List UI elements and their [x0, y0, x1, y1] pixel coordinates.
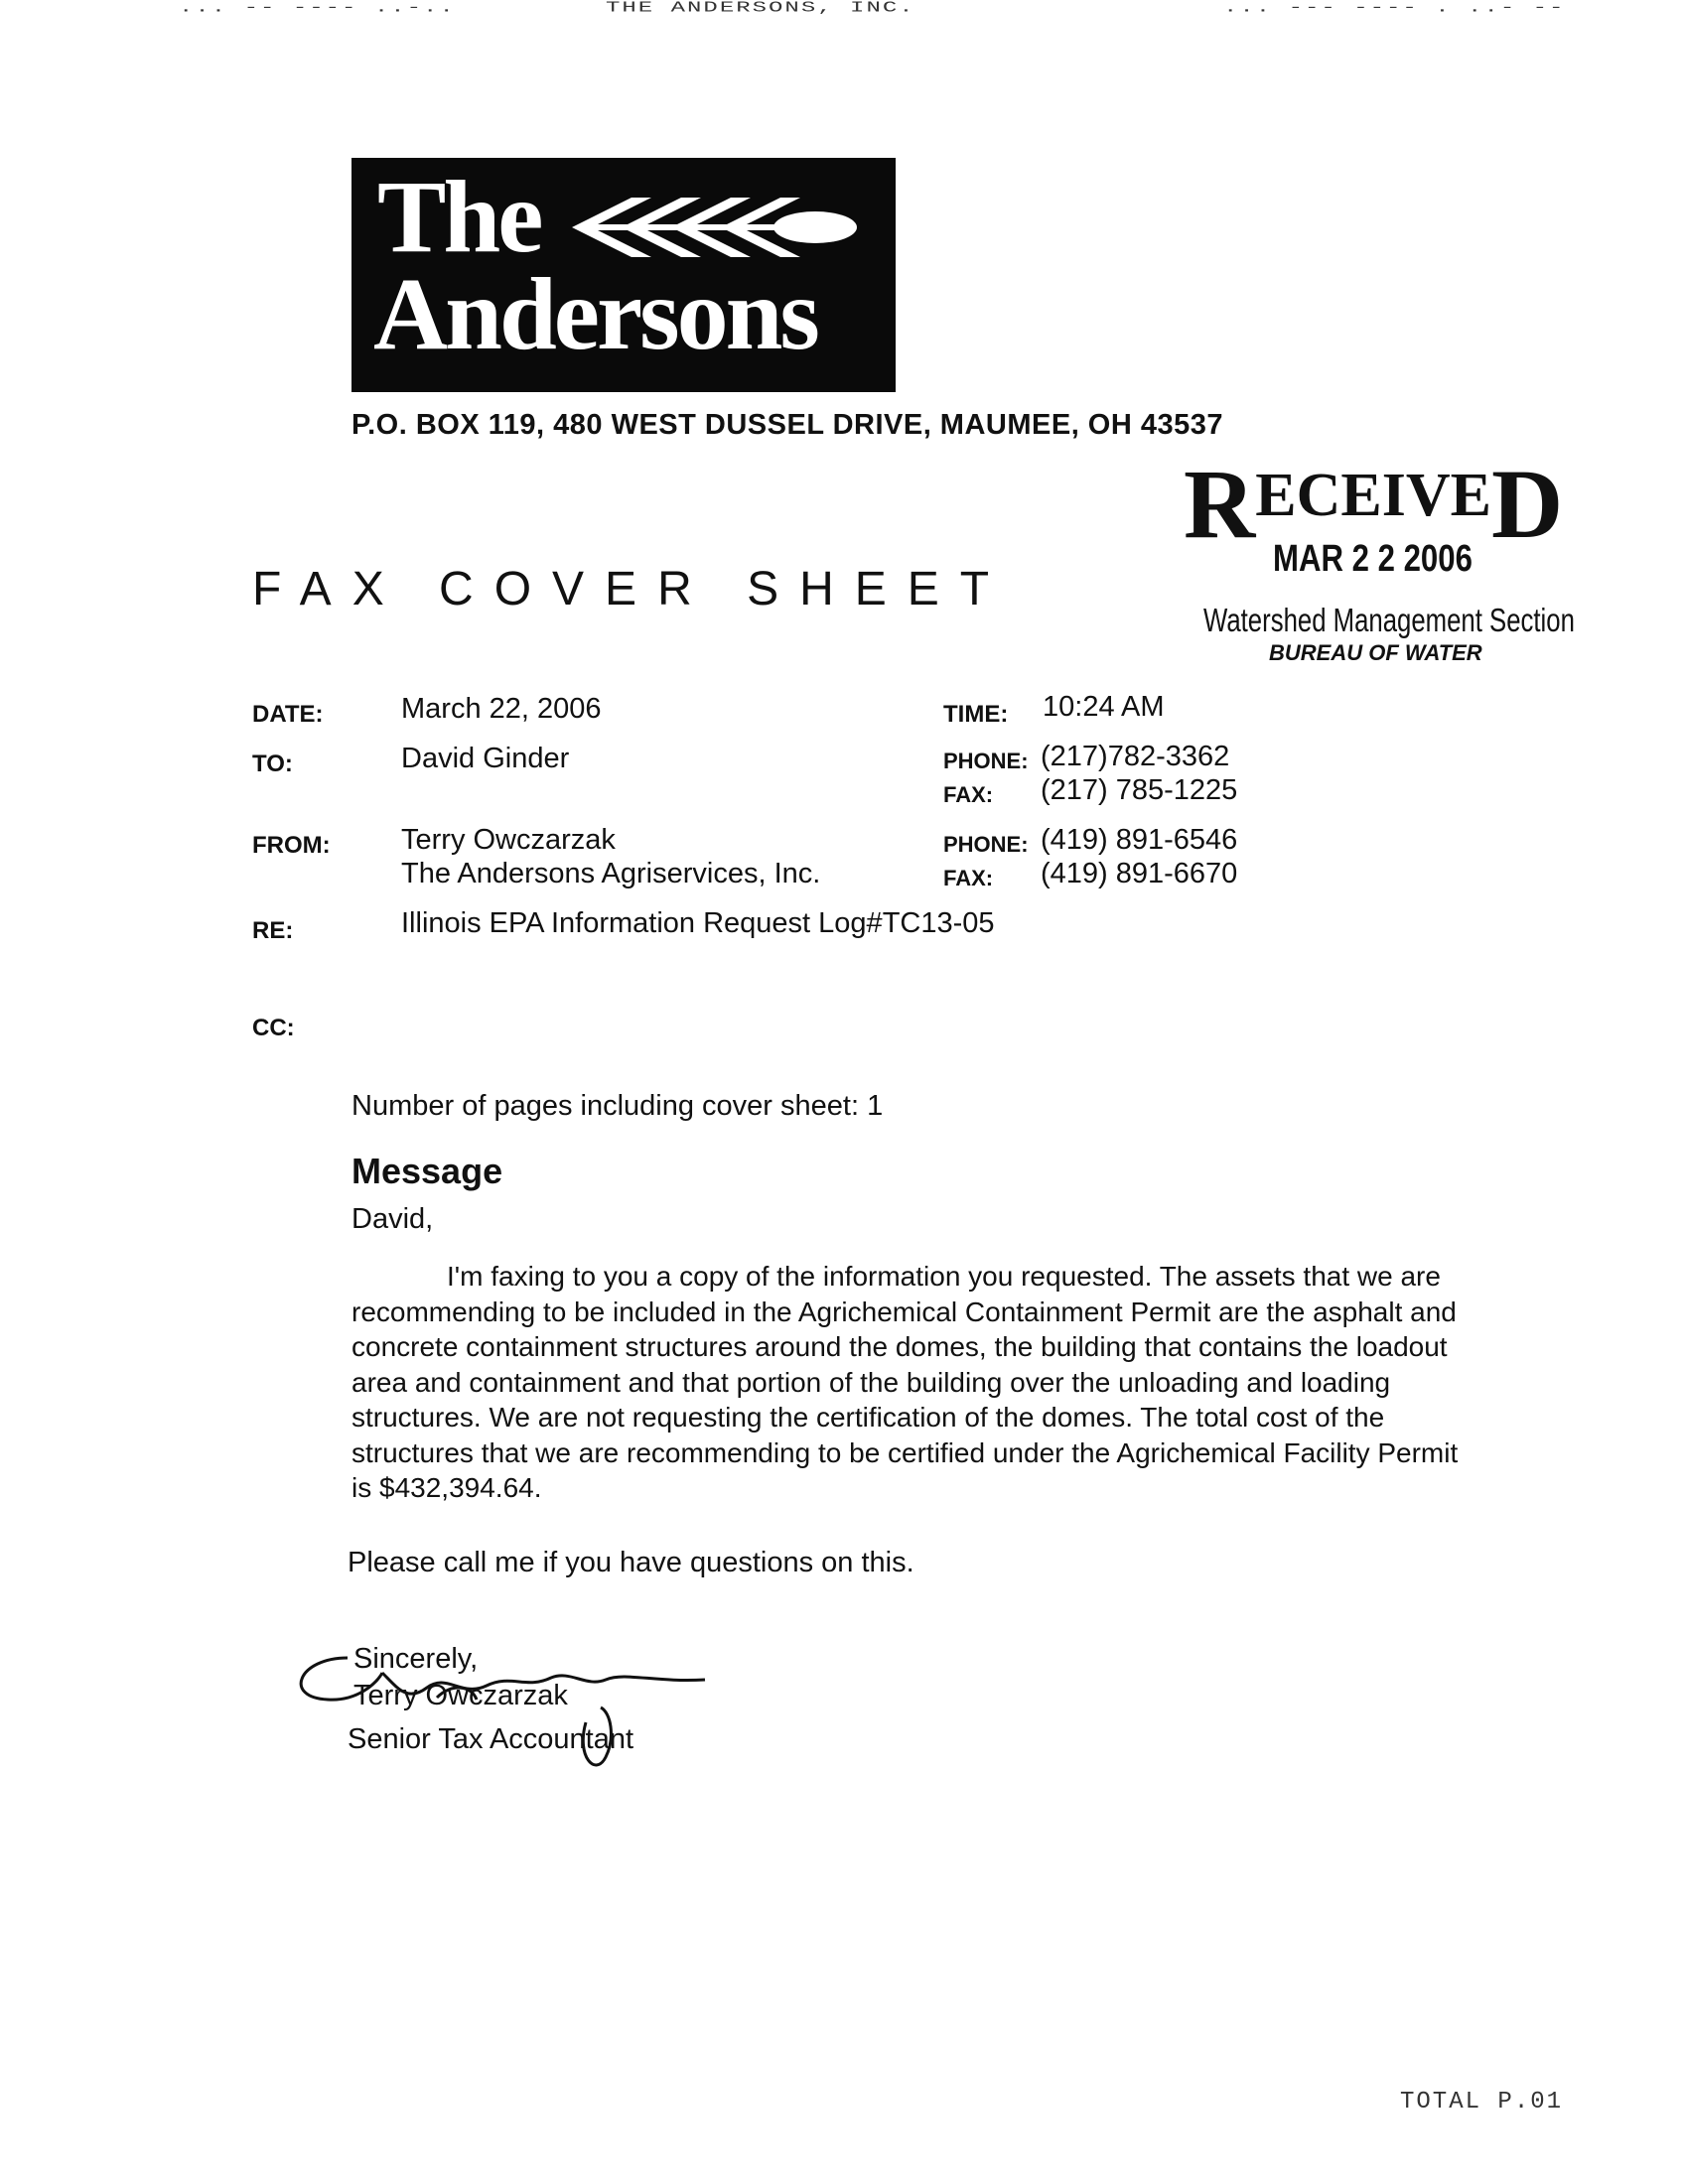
- re-value: Illinois EPA Information Request Log#TC13-05: [401, 907, 995, 939]
- total-pages-footer: TOTAL P.01: [1400, 2089, 1564, 2116]
- from-fax-value: (419) 891-6670: [1041, 858, 1238, 889]
- stamp-date: MAR 2 2 2006: [1273, 538, 1473, 580]
- signer-name: Terry Owczarzak: [353, 1680, 568, 1711]
- logo-line-2: Andersons: [373, 257, 817, 371]
- to-label: TO:: [252, 751, 293, 777]
- stamp-bureau: BUREAU OF WATER: [1269, 640, 1482, 665]
- page-title: FAX COVER SHEET: [252, 563, 1011, 615]
- fax-header-sender: THE ANDERSONS, INC.: [606, 0, 915, 17]
- fax-header-right: ... --- ---- . ..- --: [1223, 0, 1566, 17]
- from-label: FROM:: [252, 832, 331, 859]
- cc-label: CC:: [252, 1015, 295, 1041]
- from-company: The Andersons Agriservices, Inc.: [401, 858, 821, 889]
- to-fax-label: FAX:: [943, 782, 994, 807]
- date-value: March 22, 2006: [401, 693, 602, 725]
- stamp-section: Watershed Management Section: [1203, 602, 1575, 638]
- date-label: DATE:: [252, 701, 324, 728]
- to-phone-value: (217)782-3362: [1041, 741, 1230, 772]
- message-heading: Message: [351, 1151, 503, 1191]
- wheat-leaf-icon: [572, 188, 870, 267]
- from-fax-label: FAX:: [943, 866, 994, 890]
- company-address: P.O. BOX 119, 480 WEST DUSSEL DRIVE, MAUMEE, OH 43537: [351, 409, 1224, 441]
- signer-title: Senior Tax Accountant: [348, 1723, 634, 1755]
- company-logo: [351, 158, 896, 392]
- salutation: David,: [351, 1203, 434, 1235]
- stamp-letters-middle: ECEIVE: [1255, 462, 1491, 529]
- re-label: RE:: [252, 917, 294, 944]
- from-phone-label: PHONE:: [943, 832, 1029, 857]
- from-phone-value: (419) 891-6546: [1041, 824, 1238, 856]
- closing: Sincerely,: [353, 1643, 479, 1675]
- stamp-letter-last: D: [1490, 449, 1564, 559]
- closing-request: Please call me if you have questions on this.: [348, 1547, 914, 1578]
- time-label: TIME:: [943, 701, 1009, 728]
- to-fax-value: (217) 785-1225: [1041, 774, 1238, 806]
- to-phone-label: PHONE:: [943, 749, 1029, 773]
- stamp-letter-first: R: [1184, 449, 1256, 559]
- logo-line-1: The: [377, 160, 541, 274]
- message-body: [351, 1259, 1464, 1506]
- from-name: Terry Owczarzak: [401, 824, 616, 856]
- fax-header-left: ... -- ---- ..-..: [179, 0, 456, 17]
- message-body-text: I'm faxing to you a copy of the information you requested. The assets that we are recommending to be included in the Agrichemical Containment Permit are the asphalt and concrete containment structures around the domes, the building that contains the loadout area and containment and that portion of the building over the unloading and loading structures. We are not requesting the certification of the domes. The total cost of the structures that we are recommending to be certified under the Agrichemical Facility Permit is $432,394.64.: [351, 1261, 1459, 1503]
- time-value: 10:24 AM: [1043, 691, 1165, 723]
- to-value: David Ginder: [401, 743, 570, 774]
- page-count: Number of pages including cover sheet: 1: [351, 1090, 884, 1122]
